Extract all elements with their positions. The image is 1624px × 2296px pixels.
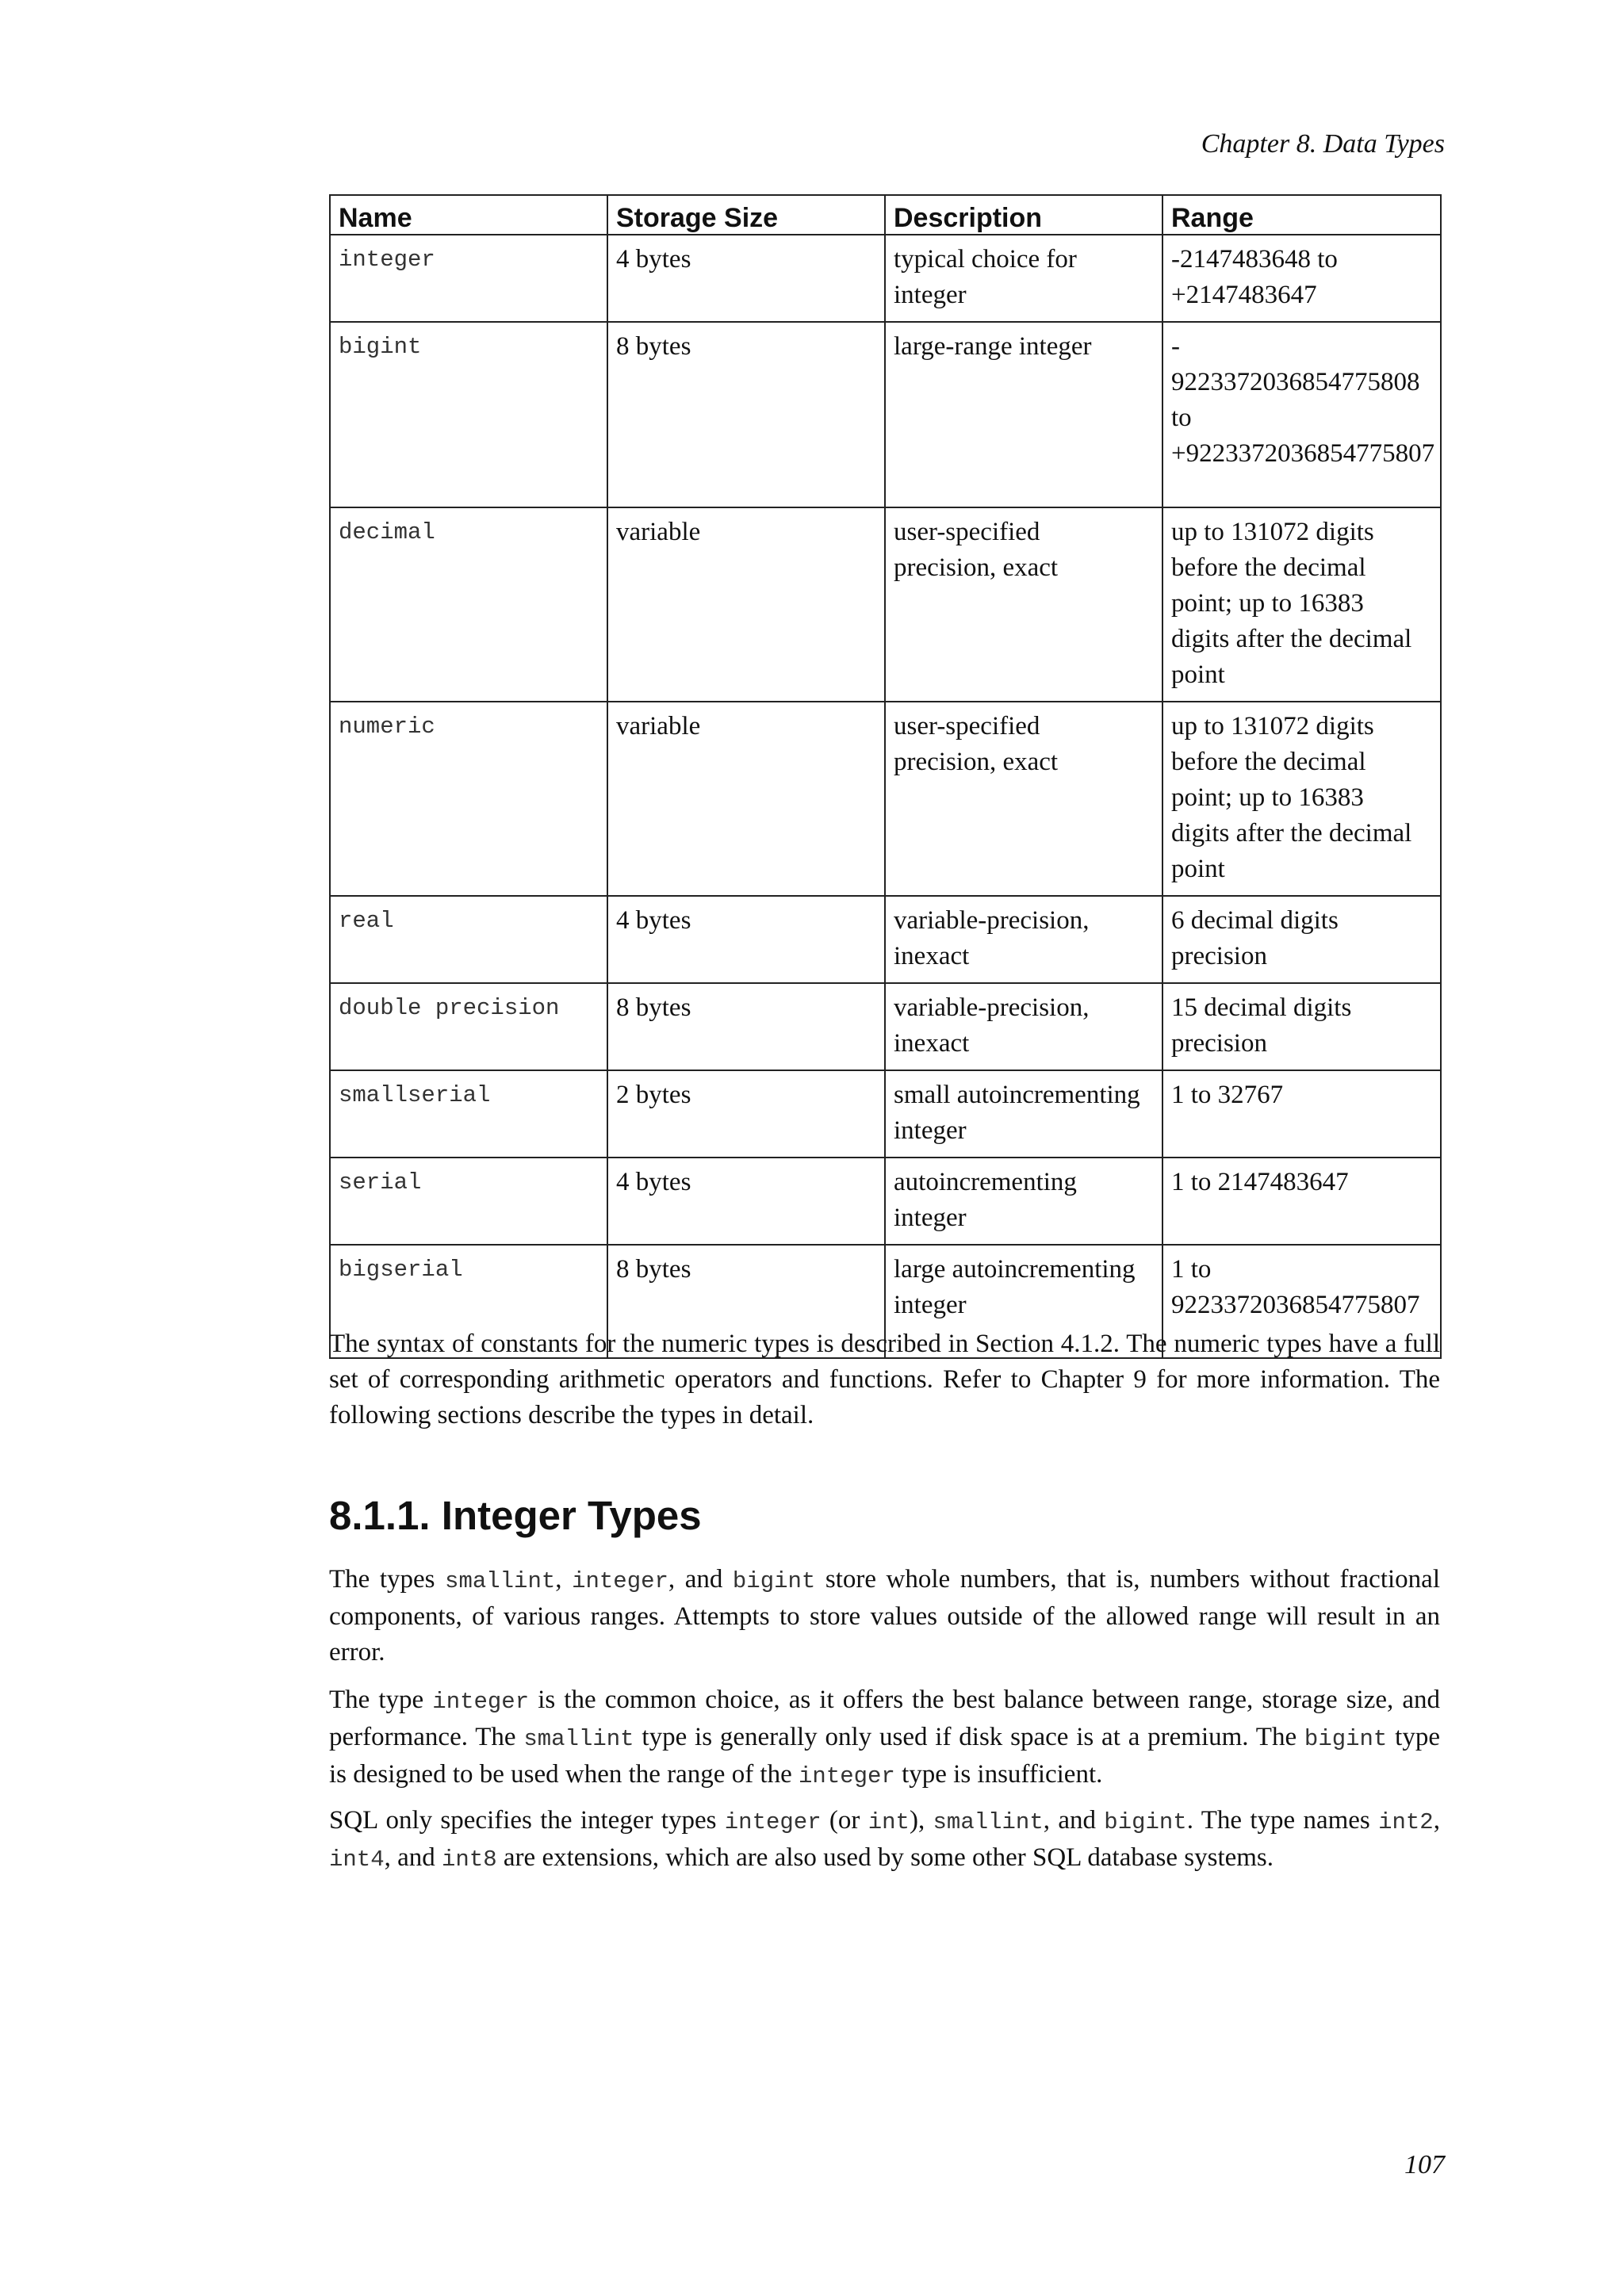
cell-line: variable-precision,	[894, 906, 1090, 935]
page-number: 107	[1404, 2150, 1445, 2179]
cell-line: precision, exact	[894, 553, 1059, 582]
cell-storage-size: 4 bytes	[607, 1158, 885, 1245]
cell-line: autoincrementing	[894, 1168, 1077, 1196]
text: store whole numbers, that is, numbers without fractional components, of various ranges. Attempts to store values outside of the allowed range will result in an error.	[329, 1565, 1440, 1667]
cell-line: to	[1171, 404, 1192, 432]
text: is the common choice, as it offers the best balance between range, storage size, and performance. The	[329, 1686, 1440, 1751]
cell-line: inexact	[894, 942, 970, 970]
paragraph-sql-standard	[329, 1803, 1440, 1877]
code-term: bigint	[732, 1568, 816, 1594]
cell-line: point	[1171, 855, 1225, 883]
code-term: smallint	[445, 1568, 556, 1594]
cell-type-name: serial	[330, 1158, 607, 1245]
cell-line: digits after the decimal	[1171, 625, 1412, 653]
cell-description	[885, 983, 1162, 1070]
cell-type-name: numeric	[330, 702, 607, 896]
code-term: smallint	[523, 1726, 634, 1752]
code-term: integer	[724, 1809, 822, 1835]
cell-line: user-specified	[894, 712, 1040, 740]
text: The type	[329, 1686, 433, 1714]
cell-storage-size: 4 bytes	[607, 896, 885, 983]
code-term: integer	[432, 1689, 530, 1715]
cell-range	[1162, 1070, 1441, 1158]
cell-range	[1162, 983, 1441, 1070]
cell-range	[1162, 322, 1441, 507]
cell-type-name: integer	[330, 235, 607, 322]
cell-description	[885, 1070, 1162, 1158]
cell-type-name: bigint	[330, 322, 607, 507]
table-row	[330, 702, 1441, 896]
cell-line: 1 to 2147483647	[1171, 1168, 1349, 1196]
cell-storage-size: variable	[607, 702, 885, 896]
cell-storage-size: 2 bytes	[607, 1070, 885, 1158]
table-row	[330, 235, 1441, 322]
cell-description	[885, 702, 1162, 896]
paragraph-integer-types	[329, 1562, 1440, 1670]
cell-storage-size: 8 bytes	[607, 983, 885, 1070]
table-header-row	[330, 195, 1441, 235]
cell-type-name: bigserial	[330, 1245, 607, 1358]
text: ,	[1433, 1806, 1440, 1835]
cell-line: 1 to 32767	[1171, 1081, 1284, 1109]
running-header: Chapter 8. Data Types	[1201, 129, 1445, 159]
cell-line: integer	[894, 1291, 967, 1319]
cell-line: +9223372036854775807	[1171, 439, 1435, 468]
cell-line: precision	[1171, 1029, 1267, 1058]
cell-line: user-specified	[894, 518, 1040, 546]
table-row	[330, 507, 1441, 702]
cell-range	[1162, 235, 1441, 322]
text: type is designed to be used when the range of the	[329, 1723, 1440, 1789]
code-term: int2	[1378, 1809, 1434, 1835]
table-row	[330, 322, 1441, 507]
code-term: bigint	[1104, 1809, 1187, 1835]
cell-line: -	[1171, 332, 1180, 361]
numeric-types-table	[329, 194, 1442, 1359]
cell-line: before the decimal	[1171, 553, 1366, 582]
cell-storage-size: 8 bytes	[607, 322, 885, 507]
cell-line: 15 decimal digits	[1171, 993, 1352, 1022]
cell-type-name: smallserial	[330, 1070, 607, 1158]
cell-line: digits after the decimal	[1171, 819, 1412, 848]
cell-description	[885, 322, 1162, 507]
text: ,	[555, 1565, 573, 1594]
cell-line: precision, exact	[894, 748, 1059, 776]
text: ),	[909, 1806, 933, 1835]
code-term: int	[868, 1809, 910, 1835]
cell-description	[885, 235, 1162, 322]
cell-range	[1162, 1158, 1441, 1245]
cell-range	[1162, 702, 1441, 896]
cell-line: before the decimal	[1171, 748, 1366, 776]
cell-line: variable-precision,	[894, 993, 1090, 1022]
cell-line: large-range integer	[894, 332, 1092, 361]
code-term: bigint	[1304, 1726, 1388, 1752]
cell-type-name: double precision	[330, 983, 607, 1070]
cell-storage-size: variable	[607, 507, 885, 702]
paragraph-integer-choice	[329, 1682, 1440, 1794]
cell-storage-size: 8 bytes	[607, 1245, 885, 1358]
text: SQL only specifies the integer types	[329, 1806, 725, 1835]
cell-line: point	[1171, 660, 1225, 689]
text: . The type names	[1186, 1806, 1379, 1835]
cell-line: -2147483648 to	[1171, 245, 1338, 274]
code-term: integer	[799, 1763, 895, 1789]
cell-line: +2147483647	[1171, 281, 1317, 309]
cell-storage-size: 4 bytes	[607, 235, 885, 322]
cell-line: up to 131072 digits	[1171, 518, 1374, 546]
column-header-description: Description	[885, 195, 1162, 235]
cell-line: precision	[1171, 942, 1267, 970]
cell-line: 1 to	[1171, 1255, 1212, 1284]
cell-line: inexact	[894, 1029, 970, 1058]
cell-line: small autoincrementing	[894, 1081, 1140, 1109]
cell-line: 6 decimal digits	[1171, 906, 1339, 935]
text: type is generally only used if disk space is at a premium. The	[634, 1723, 1304, 1751]
code-term: integer	[572, 1568, 668, 1594]
section-heading: 8.1.1. Integer Types	[329, 1493, 702, 1538]
table-row	[330, 1070, 1441, 1158]
text: , and	[1043, 1806, 1105, 1835]
cell-description	[885, 507, 1162, 702]
table-row	[330, 896, 1441, 983]
text: are extensions, which are also used by some other SQL database systems.	[496, 1843, 1274, 1872]
text: , and	[384, 1843, 442, 1872]
cell-range	[1162, 896, 1441, 983]
code-term: int8	[442, 1846, 497, 1873]
cell-type-name: real	[330, 896, 607, 983]
text: (or	[821, 1806, 868, 1835]
cell-description	[885, 1158, 1162, 1245]
cell-line: integer	[894, 1116, 967, 1145]
cell-line: point; up to 16383	[1171, 783, 1364, 812]
cell-line: point; up to 16383	[1171, 589, 1364, 618]
text: , and	[668, 1565, 733, 1594]
cell-line: integer	[894, 1203, 967, 1232]
cell-line: integer	[894, 281, 967, 309]
cell-line: large autoincrementing	[894, 1255, 1136, 1284]
table-row	[330, 983, 1441, 1070]
cell-type-name: decimal	[330, 507, 607, 702]
code-term: int4	[329, 1846, 385, 1873]
column-header-name: Name	[330, 195, 607, 235]
text: The types	[329, 1565, 446, 1594]
cell-line: typical choice for	[894, 245, 1077, 274]
table-row	[330, 1158, 1441, 1245]
intro-paragraph: The syntax of constants for the numeric types is described in Section 4.1.2. The numeric types have a full set of corresponding arithmetic operators and functions. Refer to Chapter 9 for more information. The following sections describe the types in detail.	[329, 1330, 1440, 1429]
cell-line: 9223372036854775807	[1171, 1291, 1420, 1319]
cell-description	[885, 896, 1162, 983]
column-header-storage-size: Storage Size	[607, 195, 885, 235]
cell-line: up to 131072 digits	[1171, 712, 1374, 740]
text: type is insufficient.	[894, 1760, 1103, 1789]
column-header-range: Range	[1162, 195, 1441, 235]
code-term: smallint	[933, 1809, 1044, 1835]
cell-range	[1162, 507, 1441, 702]
cell-line: 9223372036854775808	[1171, 368, 1420, 396]
